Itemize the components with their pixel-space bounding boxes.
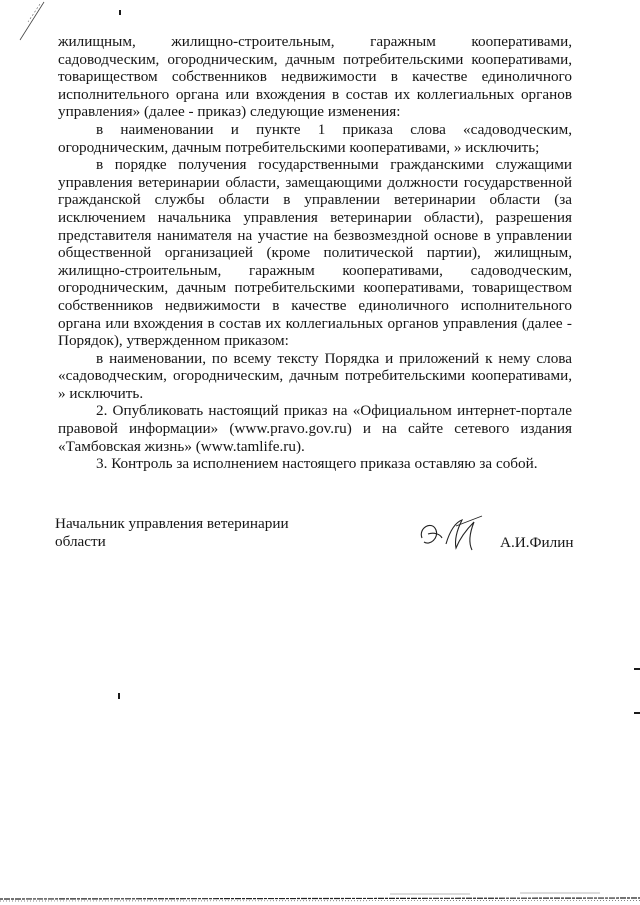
paragraph: жилищным, жилищно-строительным, гаражным кооперативами, садоводческим, огородническим, дачным потребительскими кооперативами, товариществом собственников недвижимости в качестве единоличного исполнительного органа или вхождения в состав их коллегиальных органов управления» (далее - приказ) следующие изменения: [58, 33, 572, 121]
paragraph: 2. Опубликовать настоящий приказ на «Официальном интернет-портале правовой информации» (www.pravo.gov.ru) и на сайте сетевого издания «Тамбовская жизнь» (www.tamlife.ru). [58, 402, 572, 455]
signatory-name: А.И.Филин [500, 534, 574, 551]
scan-artifact-bottom-edge [0, 882, 640, 905]
scan-edge-mark [634, 712, 640, 714]
signatory-position: Начальник управления ветеринарии области [55, 515, 289, 550]
scan-dot [118, 693, 120, 699]
scan-artifact-top-left [0, 0, 60, 50]
scan-dot [119, 10, 121, 15]
scan-edge-mark [634, 668, 640, 670]
paragraph: в наименовании, по всему тексту Порядка и приложений к нему слова «садоводческим, огородническим, дачным потребительскими кооперативами, » исключить. [58, 349, 572, 402]
paragraph: 3. Контроль за исполнением настоящего приказа оставляю за собой. [96, 455, 538, 473]
paragraph: в наименовании и пункте 1 приказа слова «садоводческим, огородническим, дачным потребительскими кооперативами, » исключить; [58, 120, 572, 156]
document-body [58, 33, 572, 473]
paragraph: в порядке получения государственными гражданскими служащими управления ветеринарии области, замещающими должности государственной гражданской службы области в управлении ветеринарии области (за исключением начальника управления ветеринарии области), разрешения представителя нанимателя на участие на безвозмездной основе в управлении общественной организацией (кроме политической партии), жилищным, жилищно-строительным, гаражным кооперативами, садоводческим, огородническим, дачным потребительскими кооперативами, товариществом собственников недвижимости в качестве единоличного исполнительного органа или вхождения в состав их коллегиальных органов управления (далее - Порядок), утвержденном приказом: [58, 156, 572, 350]
handwritten-signature [412, 508, 492, 558]
